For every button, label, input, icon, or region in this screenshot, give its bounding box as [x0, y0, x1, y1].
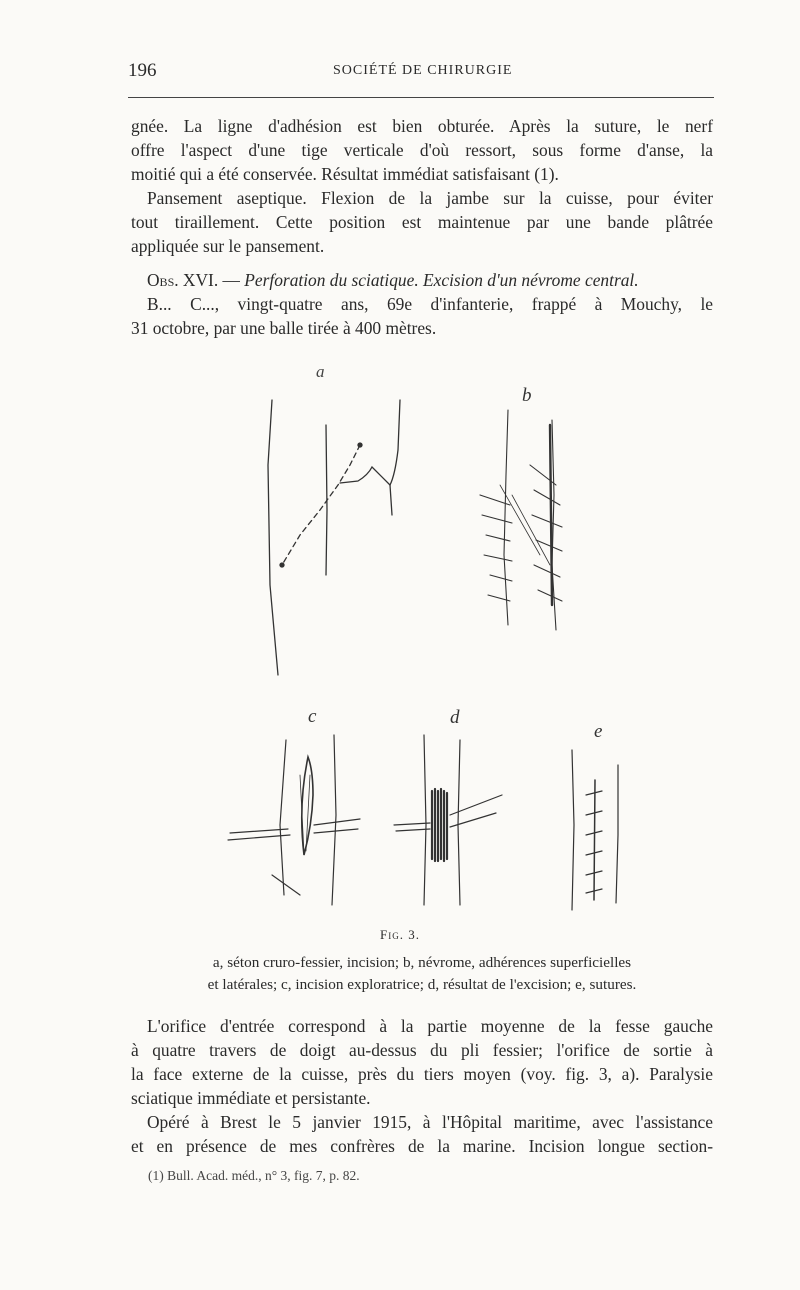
observation-heading: [131, 268, 713, 292]
footnote: (1) Bull. Acad. méd., n° 3, fig. 7, p. 82.: [148, 1168, 360, 1183]
paragraph-wound-description: [131, 1014, 713, 1158]
observation-title: Perforation du sciatique. Excision d'un névrome central.: [244, 270, 639, 290]
panel-b: [480, 410, 562, 630]
observation-dash: —: [218, 270, 245, 290]
figure-drawing: [200, 355, 640, 920]
text-line: appliquée sur le pansement.: [131, 236, 325, 256]
running-head: [128, 60, 714, 86]
text-line: sciatique immédiate et persistante.: [131, 1088, 371, 1108]
panel-d: [394, 735, 502, 905]
header-rule: [128, 97, 714, 98]
text-line: gnée. La ligne d'adhésion est bien obturée. Après la suture, le nerf: [131, 116, 713, 136]
text-line: 31 octobre, par une balle tirée à 400 mètres.: [131, 318, 437, 338]
paragraph-surgery-result: [131, 114, 713, 258]
page-number: 196: [128, 60, 157, 81]
observation-xvi: [131, 268, 713, 340]
running-title: SOCIÉTÉ DE CHIRURGIE: [333, 63, 513, 78]
text-line: moitié qui a été conservée. Résultat immédiat satisfaisant (1).: [131, 164, 559, 184]
figure-3: [200, 355, 640, 920]
label-e: e: [594, 721, 603, 742]
text-line: Opéré à Brest le 5 janvier 1915, à l'Hôpital maritime, avec l'assistance: [147, 1112, 713, 1132]
panel-c: [228, 735, 360, 905]
figure-number: Fig. 3.: [380, 927, 420, 942]
label-d: d: [450, 707, 460, 728]
text-line: à quatre travers de doigt au-dessus du pli fessier; l'orifice de sortie à: [131, 1040, 713, 1060]
observation-label: Obs. XVI.: [147, 270, 219, 290]
text-line: offre l'aspect d'une tige verticale d'où ressort, sous forme d'anse, la: [131, 140, 713, 160]
text-line: et en présence de mes confrères de la marine. Incision longue section-: [131, 1136, 713, 1156]
caption-line: et latérales; c, incision exploratrice; d, résultat de l'excision; e, sutures.: [207, 976, 637, 993]
panel-a: [268, 400, 400, 675]
figure-caption: [131, 952, 713, 996]
label-a: a: [316, 362, 325, 381]
panel-e: [572, 750, 618, 910]
text-line: tout tiraillement. Cette position est maintenue par une bande plâtrée: [131, 212, 713, 232]
text-line: Pansement aseptique. Flexion de la jambe sur la cuisse, pour éviter: [147, 188, 713, 208]
label-c: c: [308, 706, 317, 727]
text-line: B... C..., vingt-quatre ans, 69e d'infanterie, frappé à Mouchy, le: [147, 294, 713, 314]
text-line: la face externe de la cuisse, près du tiers moyen (voy. fig. 3, a). Paralysie: [131, 1064, 713, 1084]
label-b: b: [522, 385, 532, 406]
text-line: L'orifice d'entrée correspond à la partie moyenne de la fesse gauche: [147, 1016, 713, 1036]
caption-line: a, séton cruro-fessier, incision; b, névrome, adhérences superficielles: [212, 954, 632, 971]
